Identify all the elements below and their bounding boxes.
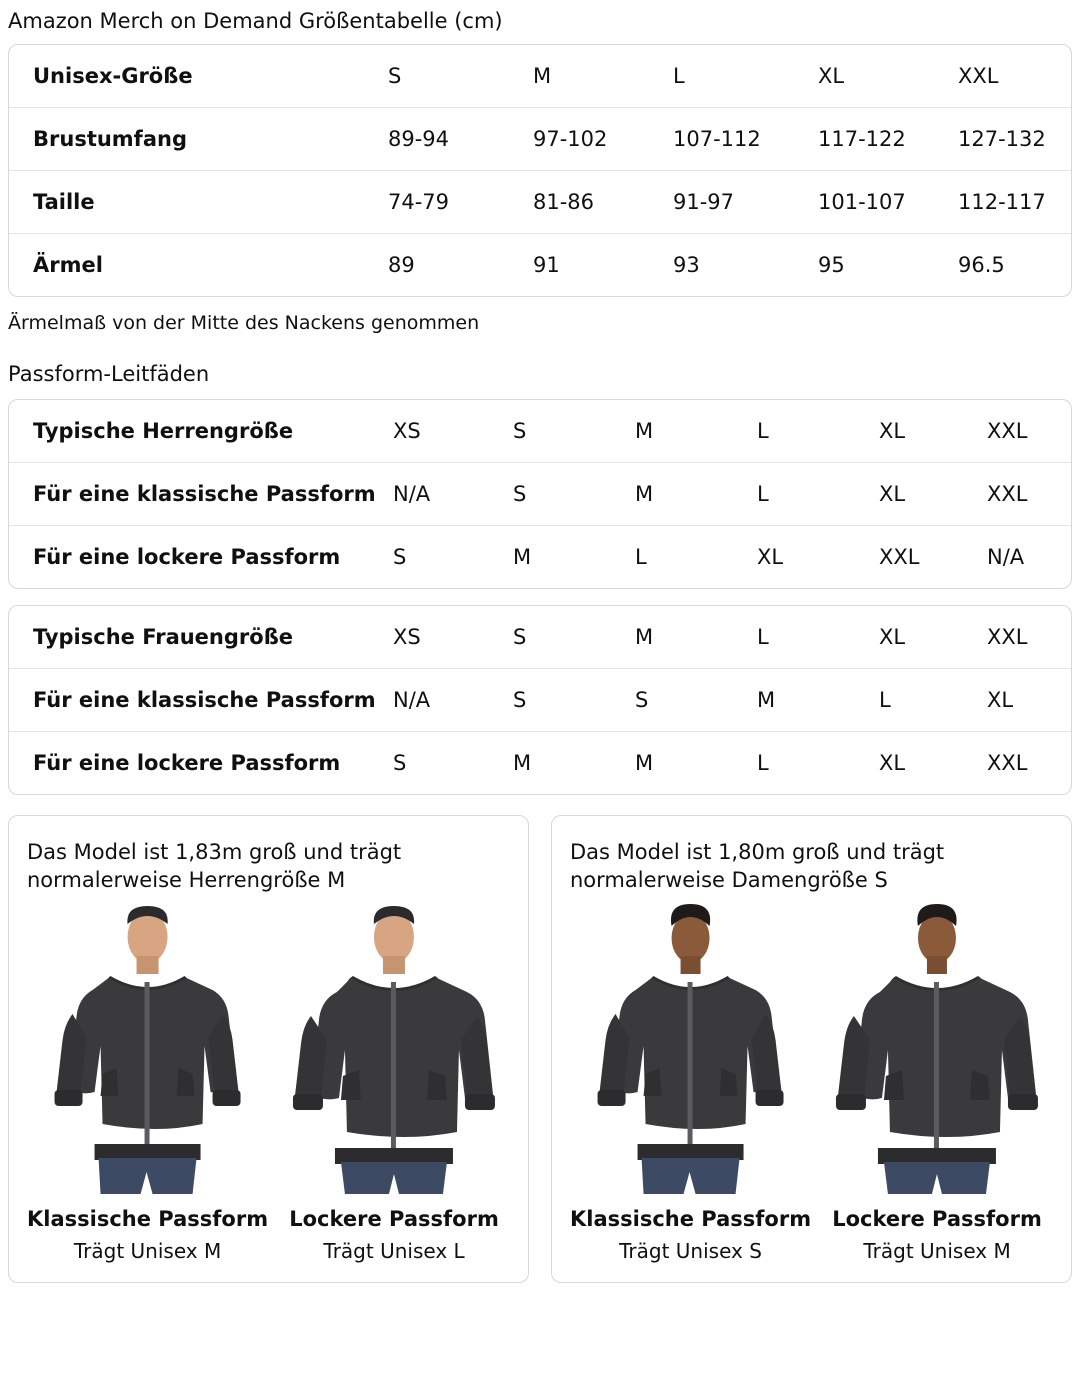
cell: S [489, 400, 611, 463]
row-label: Unisex-Größe [9, 45, 364, 108]
sleeve-measurement-note: Ärmelmaß von der Mitte des Nackens genommen [8, 312, 480, 334]
cell: 117-122 [794, 108, 934, 171]
row-label: Für eine klassische Passform [9, 463, 369, 526]
womens-fit-table [9, 606, 1071, 794]
cell: XXL [987, 751, 1028, 775]
cell: N/A [369, 463, 489, 526]
cell: M [635, 751, 654, 775]
cell: M [513, 545, 532, 569]
row-label: Für eine lockere Passform [33, 545, 341, 569]
cell: M [509, 45, 649, 108]
cell: L [733, 606, 855, 669]
male-model-card [8, 815, 529, 1283]
row-label: Ärmel [33, 253, 103, 277]
cell: XXL [934, 45, 1071, 108]
cell: 81-86 [509, 171, 649, 234]
figure-subtitle: Trägt Unisex M [73, 1239, 222, 1263]
cell: XXL [879, 545, 920, 569]
figure-title: Lockere Passform [289, 1207, 499, 1231]
cell: M [611, 400, 733, 463]
cell: N/A [369, 669, 489, 732]
cell: M [611, 463, 733, 526]
model-figures [27, 904, 510, 1264]
cell: N/A [987, 545, 1025, 569]
cell: L [733, 463, 855, 526]
cell: XL [855, 606, 963, 669]
cell: S [611, 669, 733, 732]
row-label: Typische Herrengröße [9, 400, 369, 463]
row-label: Taille [9, 171, 364, 234]
cell: 74-79 [364, 171, 509, 234]
cell: XXL [963, 463, 1071, 526]
figure-subtitle: Trägt Unisex L [323, 1239, 465, 1263]
table-row [9, 400, 1071, 463]
cell: 127-132 [934, 108, 1071, 171]
row-label: Für eine lockere Passform [33, 751, 341, 775]
cell: L [855, 669, 963, 732]
male-hoodie-classic-illustration [27, 904, 268, 1194]
model-figures [570, 904, 1053, 1264]
mens-fit-table-card [8, 399, 1072, 589]
model-caption: Das Model ist 1,83m groß und trägt normalerweise Herrengröße M [27, 840, 402, 892]
cell: XL [855, 400, 963, 463]
measurement-table-card [8, 44, 1072, 297]
mens-fit-table [9, 400, 1071, 588]
figure-relaxed-fit [821, 904, 1053, 1264]
cell: XL [757, 545, 784, 569]
cell: XXL [963, 606, 1071, 669]
figure-title: Klassische Passform [570, 1207, 812, 1231]
cell: M [611, 606, 733, 669]
figure-classic-fit [27, 904, 268, 1264]
figure-subtitle: Trägt Unisex S [619, 1239, 762, 1263]
spacer [8, 589, 1072, 605]
cell: S [489, 463, 611, 526]
cell: 97-102 [509, 108, 649, 171]
cell: XL [879, 751, 906, 775]
cell: L [757, 751, 769, 775]
cell: 96.5 [958, 253, 1005, 277]
male-hoodie-relaxed-illustration [278, 904, 510, 1194]
fit-guides-label: Passform-Leitfäden [8, 362, 210, 386]
cell: 91 [533, 253, 560, 277]
cell: 91-97 [649, 171, 794, 234]
cell: M [513, 751, 532, 775]
row-label: Typische Frauengröße [9, 606, 369, 669]
cell: M [733, 669, 855, 732]
table-row [9, 171, 1071, 234]
cell: XS [369, 400, 489, 463]
figure-relaxed-fit [278, 904, 510, 1264]
cell: 112-117 [934, 171, 1071, 234]
model-cards [8, 815, 1072, 1283]
figure-subtitle: Trägt Unisex M [863, 1239, 1011, 1263]
table-row [9, 606, 1071, 669]
cell: L [635, 545, 647, 569]
cell: XS [369, 606, 489, 669]
cell: S [489, 606, 611, 669]
table-row [9, 669, 1071, 732]
womens-fit-table-card [8, 605, 1072, 795]
cell: S [393, 751, 407, 775]
female-hoodie-classic-illustration [570, 904, 811, 1194]
cell: 107-112 [649, 108, 794, 171]
cell: 101-107 [794, 171, 934, 234]
table-row [9, 526, 1071, 589]
female-hoodie-relaxed-illustration [821, 904, 1053, 1194]
cell: 89 [388, 253, 415, 277]
row-label: Brustumfang [9, 108, 364, 171]
table-row [9, 463, 1071, 526]
page-title: Amazon Merch on Demand Größentabelle (cm) [8, 9, 503, 33]
cell: XL [794, 45, 934, 108]
cell: XXL [963, 400, 1071, 463]
table-row [9, 108, 1071, 171]
model-caption: Das Model ist 1,80m groß und trägt normalerweise Damengröße S [570, 840, 945, 892]
row-label: Für eine klassische Passform [9, 669, 369, 732]
figure-title: Lockere Passform [832, 1207, 1042, 1231]
cell: XL [963, 669, 1071, 732]
female-model-card [551, 815, 1072, 1283]
cell: 95 [818, 253, 845, 277]
cell: L [733, 400, 855, 463]
table-row [9, 732, 1071, 795]
table-row [9, 45, 1071, 108]
cell: L [649, 45, 794, 108]
table-row [9, 234, 1071, 297]
cell: 93 [673, 253, 700, 277]
figure-classic-fit [570, 904, 811, 1264]
cell: 89-94 [364, 108, 509, 171]
cell: XL [855, 463, 963, 526]
cell: S [393, 545, 407, 569]
figure-title: Klassische Passform [27, 1207, 269, 1231]
cell: S [364, 45, 509, 108]
measurement-table [9, 45, 1071, 296]
cell: S [489, 669, 611, 732]
